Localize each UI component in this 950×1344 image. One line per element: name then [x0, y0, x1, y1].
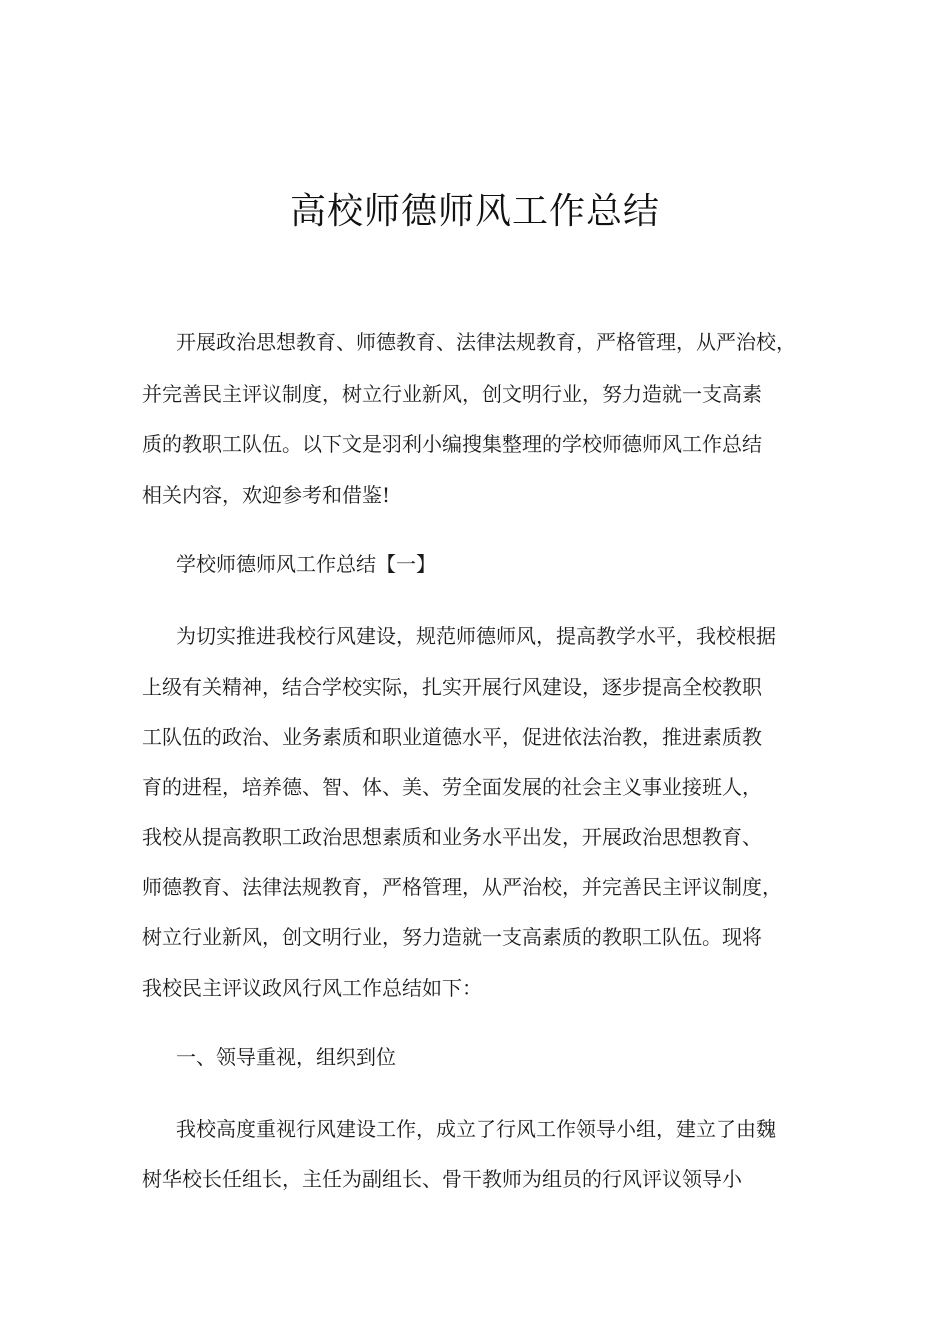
paragraph-line: 师德教育、法律法规教育，严格管理，从严治校，并完善民主评议制度， — [142, 875, 782, 899]
paragraph-line: 育的进程，培养德、智、体、美、劳全面发展的社会主义事业接班人， — [142, 775, 762, 799]
paragraph-line: 上级有关精神，结合学校实际，扎实开展行风建设，逐步提高全校教职 — [142, 675, 762, 699]
section-heading: 学校师德师风工作总结【一】 — [176, 552, 436, 576]
subsection-heading: 一、领导重视，组织到位 — [176, 1045, 396, 1069]
paragraph-line: 并完善民主评议制度，树立行业新风，创文明行业，努力造就一支高素 — [142, 382, 762, 406]
paragraph-line: 开展政治思想教育、师德教育、法律法规教育，严格管理，从严治校， — [176, 330, 796, 354]
paragraph-line: 工队伍的政治、业务素质和职业道德水平，促进依法治教，推进素质教 — [142, 725, 762, 749]
paragraph-line: 相关内容，欢迎参考和借鉴! — [142, 483, 391, 507]
paragraph-line: 树立行业新风，创文明行业，努力造就一支高素质的教职工队伍。现将 — [142, 925, 762, 949]
paragraph-line: 为切实推进我校行风建设，规范师德师风，提高教学水平，我校根据 — [176, 624, 776, 648]
paragraph-line: 质的教职工队伍。以下文是羽利小编搜集整理的学校师德师风工作总结 — [142, 432, 762, 456]
paragraph-line: 我校从提高教职工政治思想素质和业务水平出发，开展政治思想教育、 — [142, 825, 762, 849]
paragraph-line: 我校民主评议政风行风工作总结如下： — [142, 976, 482, 1000]
paragraph-line: 树华校长任组长，主任为副组长、骨干教师为组员的行风评议领导小 — [142, 1167, 742, 1191]
paragraph-line: 我校高度重视行风建设工作，成立了行风工作领导小组，建立了由魏 — [176, 1117, 776, 1141]
document-title: 高校师德师风工作总结 — [289, 191, 660, 232]
